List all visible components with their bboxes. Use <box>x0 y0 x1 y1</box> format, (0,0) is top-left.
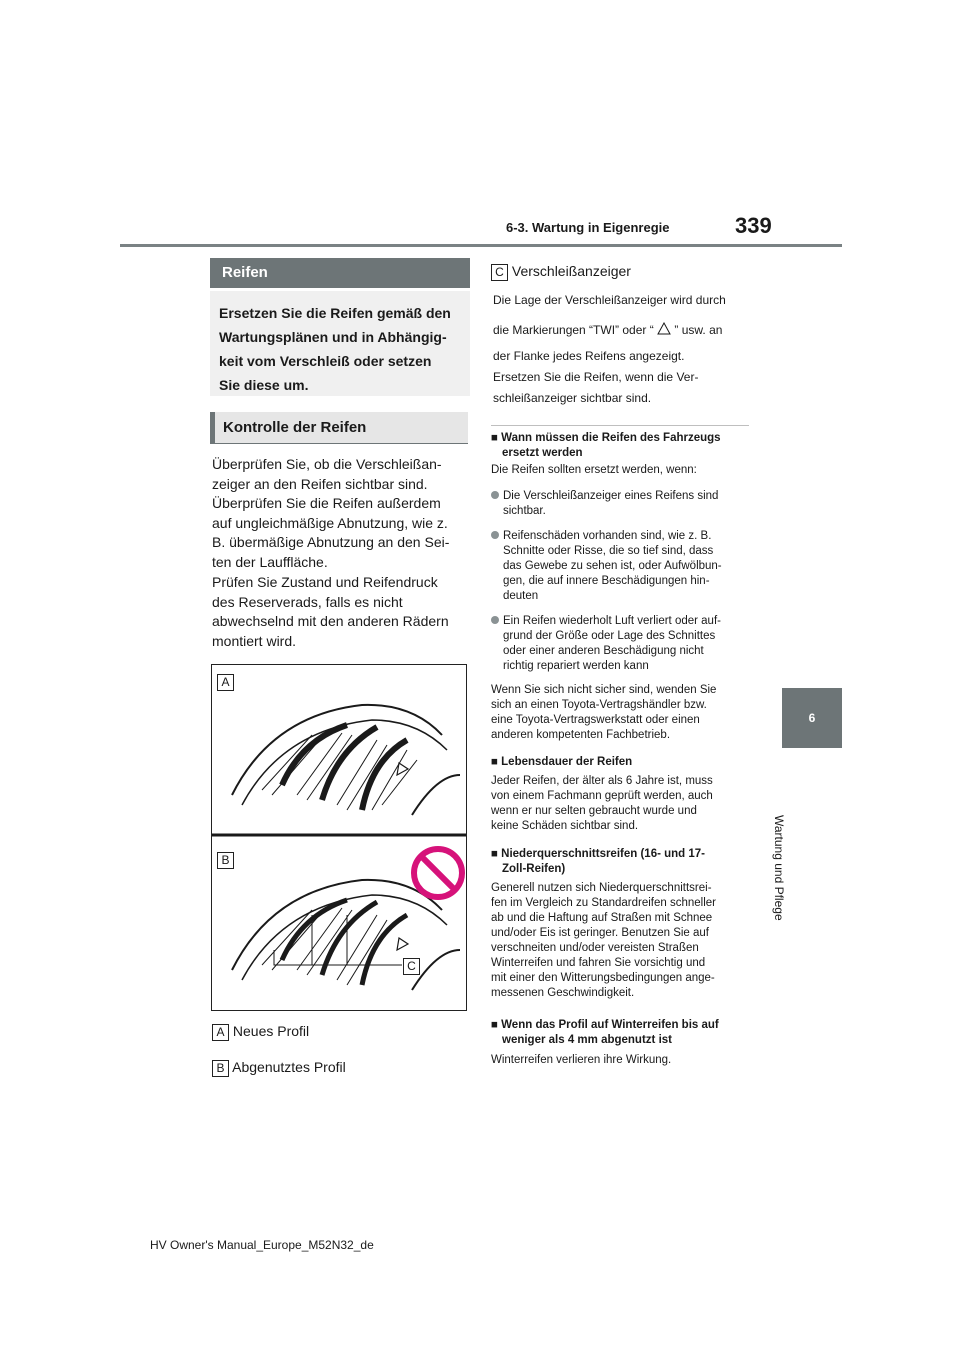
section-heading: Reifen <box>210 258 470 288</box>
text-line: montiert wird. <box>212 632 297 649</box>
legend-text: Neues Profil <box>232 1023 310 1039</box>
text-line: der Flanke jedes Reifens angezeigt. <box>493 349 685 363</box>
text-line: abwechselnd mit den anderen Rädern <box>212 613 449 630</box>
figure-label-c: C <box>403 957 420 975</box>
subsection-heading: Kontrolle der Reifen <box>210 412 468 444</box>
text-line: Überprüfen Sie, ob die Verschleißan- <box>212 456 442 472</box>
figure-label-a: A <box>217 673 234 691</box>
legend-key: C <box>491 264 508 281</box>
triangle-icon <box>657 322 671 335</box>
bullet-icon <box>491 531 499 539</box>
prohibition-icon <box>410 845 466 901</box>
legend-item <box>491 262 631 282</box>
intro-line: Ersetzen Sie die Reifen gemäß den <box>219 305 451 321</box>
text-line: Die Lage der Verschleißanzeiger wird durch <box>493 293 726 307</box>
legend-key: A <box>212 1024 229 1041</box>
text-line: auf ungleichmäßige Abnutzung, wie z. <box>212 514 448 531</box>
chapter-label-wrap <box>764 800 824 921</box>
section-title: 6-3. Wartung in Eigenregie <box>506 220 670 235</box>
text-line-with-icon: die Markierungen “TWI” oder “ ” usw. an <box>493 323 723 337</box>
note-heading: ■ Lebensdauer der Reifen <box>491 756 633 768</box>
chapter-label: Wartung und Pflege <box>772 815 786 921</box>
text-line: B. übermäßige Abnutzung an den Sei- <box>212 534 450 551</box>
bullet-icon <box>491 616 499 624</box>
note-heading: ■ Wann müssen die Reifen des Fahrzeugs ersetzt werden <box>491 432 721 459</box>
bullet-item: Die Verschleißanzeiger eines Reifens sind sichtbar. <box>491 489 718 519</box>
chapter-tab <box>782 688 842 748</box>
text-line: schleißanzeiger sichtbar sind. <box>493 391 652 405</box>
legend-text: Abgenutztes Profil <box>232 1059 346 1075</box>
text-line: Die Reifen sollten ersetzt werden, wenn: <box>491 464 697 476</box>
text-line: Ersetzen Sie die Reifen, wenn die Ver- <box>493 370 699 384</box>
paragraph: Wenn Sie sich nicht sicher sind, wenden Sie sich an einen Toyota-Vertragshändler bzw. eine Toyota-Vertragswerkstatt oder einen anderen kompetenten Fachbetrieb. <box>491 684 717 741</box>
page-number: 339 <box>735 213 772 238</box>
text-line: Überprüfen Sie die Reifen außerdem <box>212 495 441 512</box>
legend-key: B <box>212 1060 229 1077</box>
intro-line: Sie diese um. <box>219 377 309 393</box>
tire-figure <box>211 664 467 1011</box>
tire-illustration <box>212 665 466 1010</box>
bullet-item: Reifenschäden vorhanden sind, wie z. B. Schnitte oder Risse, die so tief sind, dass das Gewebe zu sehen ist, oder Aufwölbun- gen, die auf innere Beschädigungen hin- deuten <box>491 529 722 604</box>
note-heading: ■ Niederquerschnittsreifen (16- und 17- Zoll-Reifen) <box>491 848 706 875</box>
note-heading: ■ Wenn das Profil auf Winterreifen bis auf weniger als 4 mm abgenutzt ist <box>491 1019 719 1046</box>
paragraph: Generell nutzen sich Niederquerschnittsrei- fen im Vergleich zu Standardreifen schneller ab und die Haftung auf Straßen mit Schnee und/oder Eis ist geringer. Benutzen Sie auf verschneiten und/oder vereisten Straßen Winterreifen und fahren Sie vorsichtig und mit einer den Witterungsbedingungen ange- messenen Geschwindigkeit. <box>491 882 717 999</box>
footer: HV Owner's Manual_Europe_M52N32_de <box>150 1238 374 1252</box>
legend-item <box>212 1058 346 1078</box>
intro-box <box>210 291 470 396</box>
text-line: des Reserverads, falls es nicht <box>212 593 403 610</box>
legend-item <box>212 1022 309 1042</box>
bullet-item: Ein Reifen wiederholt Luft verliert oder auf- grund der Größe oder Lage des Schnittes oder einer anderen Beschädigung nicht richtig repariert werden kann <box>491 614 721 674</box>
text-line: zeiger an den Reifen sichtbar sind. <box>212 475 428 492</box>
intro-line: keit vom Verschleiß oder setzen <box>219 353 432 369</box>
paragraph: Jeder Reifen, der älter als 6 Jahre ist, muss von einem Fachmann geprüft werden, auch wenn er nur selten gebraucht wurde und keine Schäden sichtbar sind. <box>491 775 713 832</box>
section-divider <box>491 425 749 426</box>
legend-text: Verschleißanzeiger <box>511 263 631 279</box>
paragraph <box>212 573 449 651</box>
text-line: Prüfen Sie Zustand und Reifendruck <box>212 574 438 590</box>
paragraph <box>212 455 449 573</box>
text-line: ten der Lauffläche. <box>212 553 328 570</box>
figure-label-b: B <box>217 851 234 869</box>
header-rule <box>120 244 842 247</box>
bullet-icon <box>491 491 499 499</box>
chapter-number: 6 <box>808 711 816 725</box>
text-line: Winterreifen verlieren ihre Wirkung. <box>491 1054 672 1066</box>
tire-new <box>232 705 460 815</box>
intro-line: Wartungsplänen und in Abhängig- <box>219 329 447 345</box>
